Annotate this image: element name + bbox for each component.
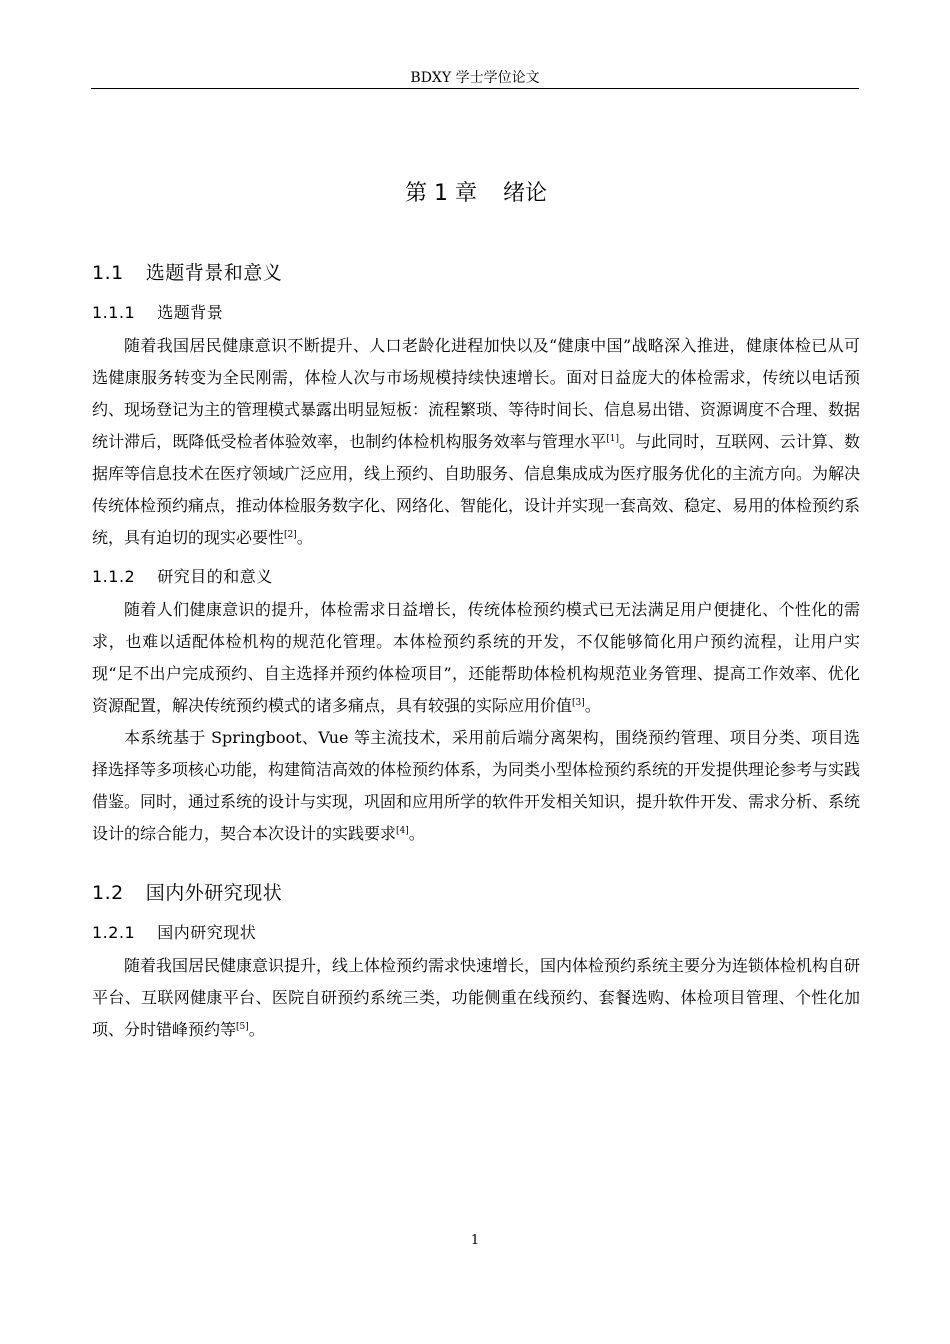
- body-paragraph: [92, 594, 860, 722]
- subsection-title: 研究目的和意义: [157, 567, 273, 586]
- page-content: [92, 176, 860, 1046]
- paragraph-text: 。: [408, 824, 425, 843]
- subsection-number: 1.1.1: [92, 303, 136, 322]
- paragraph-text: 。: [296, 528, 313, 547]
- paragraph-text: 。与此同时，互联网、云计算、数据库等信息技术在医疗领域广泛应用，线上预约、自助服务、信息集成成为医疗服务优化的主流方向。为解决传统体检预约痛点，推动体检服务数字化、网络化、智能化，设计并实现一套高效、稳定、易用的体检预约系统，具有迫切的现实必要性: [92, 432, 861, 547]
- body-paragraph: [92, 330, 860, 554]
- citation-ref: [3]: [572, 698, 585, 708]
- subsection-heading: [92, 564, 860, 590]
- section-heading: [92, 258, 860, 288]
- section-title: 国内外研究现状: [145, 882, 283, 904]
- citation-ref: [4]: [396, 826, 409, 836]
- section-heading: [92, 878, 860, 908]
- page-number: 1: [470, 1233, 480, 1248]
- paragraph-text: 本系统基于 Springboot、Vue 等主流技术，采用前后端分离架构，围绕预约管理、项目分类、项目选择选择等多项核心功能，构建简洁高效的体检预约体系，为同类小型体检预约系统的开发提供理论参考与实践借鉴。同时，通过系统的设计与实现，巩固和应用所学的软件开发相关知识，提升软件开发、需求分析、系统设计的综合能力，契合本次设计的实践要求: [92, 728, 861, 843]
- body-paragraph: [92, 722, 860, 850]
- paragraph-text: 随着我国居民健康意识提升，线上体检预约需求快速增长，国内体检预约系统主要分为连锁体检机构自研平台、互联网健康平台、医院自研预约系统三类，功能侧重在线预约、套餐选购、体检项目管理、个性化加项、分时错峰预约等: [92, 956, 861, 1039]
- subsection-number: 1.2.1: [92, 923, 136, 942]
- section-number: 1.2: [92, 882, 124, 904]
- body-paragraph: [92, 950, 860, 1046]
- subsection-title: 选题背景: [157, 303, 224, 322]
- section-number: 1.1: [92, 262, 124, 284]
- paragraph-text: 。: [584, 696, 601, 715]
- header-rule: [91, 88, 859, 89]
- paragraph-text: 随着人们健康意识的提升，体检需求日益增长，传统体检预约模式已无法满足用户便捷化、个性化的需求，也难以适配体检机构的规范化管理。本体检预约系统的开发，不仅能够简化用户预约流程，让用户实现“足不出户完成预约、自主选择并预约体检项目”，还能帮助体检机构规范业务管理、提高工作效率、优化资源配置，解决传统预约模式的诸多痛点，具有较强的实际应用价值: [92, 600, 860, 715]
- subsection-title: 国内研究现状: [157, 923, 257, 942]
- paragraph-text: 随着我国居民健康意识不断提升、人口老龄化进程加快以及“健康中国”战略深入推进，健康体检已从可选健康服务转变为全民刚需，体检人次与市场规模持续快速增长。面对日益庞大的体检需求，传统以电话预约、现场登记为主的管理模式暴露出明显短板：流程繁琐、等待时间长、信息易出错、资源调度不合理、数据统计滞后，既降低受检者体验效率，也制约体检机构服务效率与管理水平: [92, 336, 861, 451]
- running-header: BDXY 学士学位论文: [410, 70, 540, 86]
- subsection-number: 1.1.2: [92, 567, 136, 586]
- paragraph-text: 。: [248, 1020, 265, 1039]
- chapter-title: [92, 176, 860, 212]
- chapter-number: 第 1 章: [405, 181, 477, 206]
- citation-ref: [5]: [236, 1022, 249, 1032]
- citation-ref: [1]: [606, 434, 619, 444]
- citation-ref: [2]: [284, 530, 297, 540]
- subsection-heading: [92, 920, 860, 946]
- chapter-title-text: 绪论: [502, 181, 547, 206]
- subsection-heading: [92, 300, 860, 326]
- section-title: 选题背景和意义: [145, 262, 283, 284]
